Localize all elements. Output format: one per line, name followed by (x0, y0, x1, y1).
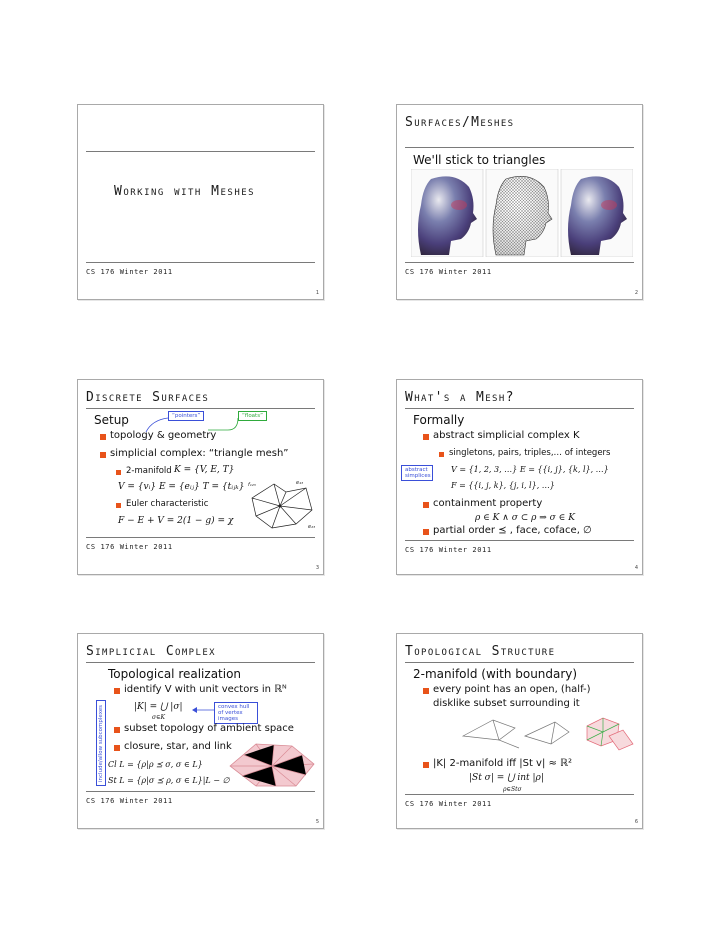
text-heading: Topological realization (108, 667, 242, 681)
text-item: every point has an open, (half-) (433, 684, 591, 695)
bullet (116, 470, 121, 475)
slide-1 (77, 104, 324, 300)
slide-footer: CS 176 Winter 2011 (405, 268, 492, 276)
page-number: 5 (315, 819, 319, 825)
svg-text:e₄₃: e₄₃ (296, 480, 304, 486)
bullet (114, 688, 120, 694)
math-line: ρ ∈ K ∧ σ ⊂ ρ ⇒ σ ∈ K (475, 513, 575, 523)
text-item: simplicial complex: “triangle mesh” (110, 448, 289, 459)
footer-rule (405, 794, 634, 795)
title-rule (405, 662, 634, 663)
page-number: 4 (634, 565, 638, 571)
tag-floats: “floats” (238, 411, 267, 421)
slide-footer: CS 176 Winter 2011 (405, 800, 492, 808)
slide-6 (396, 633, 643, 829)
math-line: F − E + V = 2(1 − g) = χ (118, 516, 234, 526)
slide-footer: CS 176 Winter 2011 (86, 797, 173, 805)
slide-title: Surfaces/Meshes (405, 115, 515, 130)
slide-title: Discrete Surfaces (86, 390, 210, 405)
text-item: 2-manifold (126, 466, 172, 476)
math-subscript: σ∈K (152, 714, 166, 721)
tag-pointers: “pointers” (168, 411, 204, 421)
star-link-diagram (226, 740, 318, 790)
svg-text:f₁₂₃: f₁₂₃ (248, 482, 256, 488)
math-line: |St σ| = ⋃ int |ρ| (469, 773, 544, 783)
slide-title: What's a Mesh? (405, 390, 515, 405)
bullet (100, 452, 106, 458)
math-subscript: ρ∈Stσ (503, 786, 522, 793)
footer-rule (405, 262, 634, 263)
text-heading: 2-manifold (with boundary) (413, 667, 578, 681)
text-item: disklike subset surrounding it (433, 698, 580, 709)
title-rule (86, 408, 315, 409)
title-rule (405, 147, 634, 148)
manifold-diagram (459, 714, 635, 754)
math-line: |K| = ⋃ |σ| (134, 702, 183, 712)
head-mesh-images (411, 169, 633, 257)
text-item: abstract simplicial complex K (433, 430, 580, 441)
hull-arrow (190, 706, 216, 714)
text-line: We'll stick to triangles (413, 153, 546, 167)
slide-5 (77, 633, 324, 829)
footer-rule (86, 537, 315, 538)
bullet (423, 688, 429, 694)
slide-title: Working with Meshes (114, 184, 256, 199)
math-line: V = {1, 2, 3, …} E = {{i, j}, {k, l}, …} (451, 465, 609, 474)
text-item: topology & geometry (110, 430, 217, 441)
text-item: Euler characteristic (126, 499, 209, 509)
math-line: F = {{i, j, k}, {j, i, l}, …} (451, 481, 555, 490)
footer-rule (86, 262, 315, 263)
text-item: |K| 2-manifold iff |St v| ≈ ℝ² (433, 758, 572, 769)
slide-title: Topological Structure (405, 644, 556, 659)
text-item: singletons, pairs, triples,… of integers (449, 448, 611, 458)
title-rule (86, 151, 315, 152)
math-line: K = {V, E, T} (174, 465, 235, 475)
slide-footer: CS 176 Winter 2011 (405, 546, 492, 554)
title-rule (86, 662, 315, 663)
bullet (423, 434, 429, 440)
bullet (114, 727, 120, 733)
bullet (423, 502, 429, 508)
page-number: 6 (634, 819, 638, 825)
bullet (114, 745, 120, 751)
triangle-mesh-diagram (246, 476, 318, 534)
text-setup: Setup (94, 413, 129, 427)
footer-rule (86, 791, 315, 792)
bullet (423, 529, 429, 535)
math-line: V = {vᵢ} E = {eᵢⱼ} T = {tᵢⱼₖ} (118, 482, 245, 492)
slide-2 (396, 104, 643, 300)
math-line: Cl L = {ρ|ρ ⪯ σ, σ ∈ L} (108, 760, 203, 769)
tag-subcomplexes: include/allow subcomplexes (96, 700, 106, 786)
title-rule (405, 408, 634, 409)
slide-4 (396, 379, 643, 575)
slide-title: Simplicial Complex (86, 644, 216, 659)
math-line: St L = {ρ|σ ⪯ ρ, σ ∈ L}|L − ∅ (108, 776, 230, 785)
slide-3 (77, 379, 324, 575)
page-number: 2 (634, 290, 638, 296)
tag-abstract-simplices: abstract simplices (401, 465, 433, 481)
footer-rule (405, 540, 634, 541)
text-item: closure, star, and link (124, 741, 232, 752)
text-item: subset topology of ambient space (124, 723, 294, 734)
svg-text:e₂₃: e₂₃ (308, 524, 316, 530)
page-number: 1 (315, 290, 319, 296)
text-item: containment property (433, 498, 543, 509)
slide-footer: CS 176 Winter 2011 (86, 543, 173, 551)
text-item: partial order ⪯ , face, coface, ∅ (433, 525, 592, 536)
slide-footer: CS 176 Winter 2011 (86, 268, 173, 276)
bullet (116, 503, 121, 508)
tag-convex-hull: convex hull of vertex images (214, 702, 258, 724)
text-item: identify V with unit vectors in ℝᴺ (124, 684, 287, 695)
bullet (100, 434, 106, 440)
text-formally: Formally (413, 413, 465, 427)
bullet (439, 452, 444, 457)
page-number: 3 (315, 565, 319, 571)
bullet (423, 762, 429, 768)
